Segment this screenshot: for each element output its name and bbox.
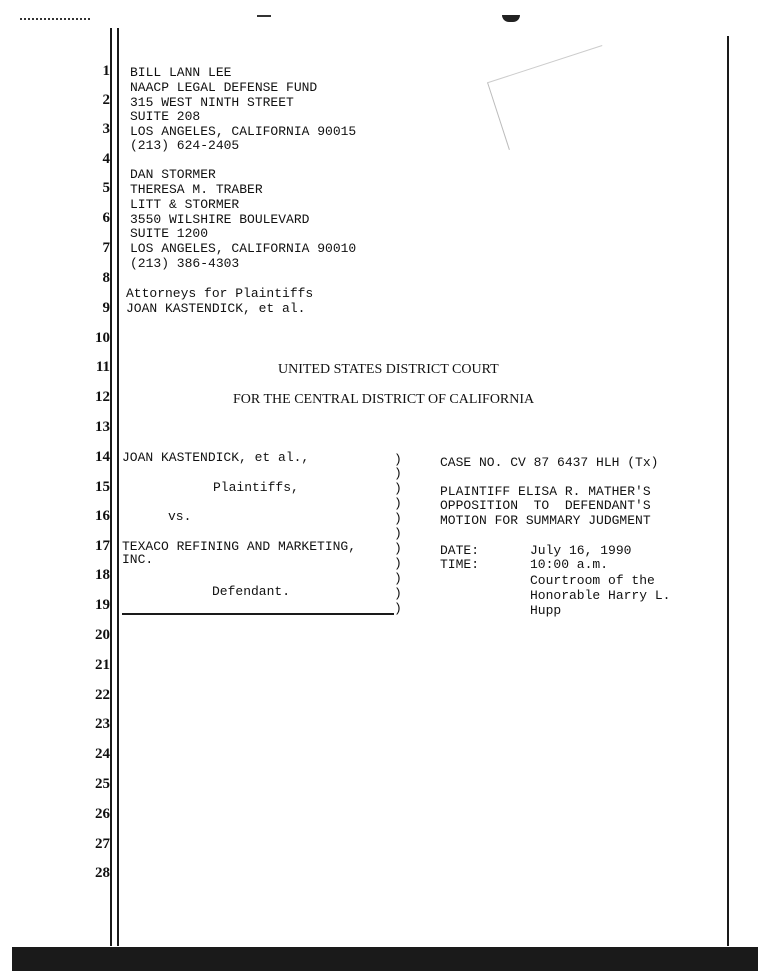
hearing-location: Courtroom of the <box>530 573 655 588</box>
caption-paren: ) <box>394 466 402 481</box>
line-number: 24 <box>95 746 110 762</box>
time-label: TIME: <box>440 557 480 572</box>
attorney-line: THERESA M. TRABER <box>130 182 263 197</box>
defendant-name-cont: INC. <box>122 552 154 567</box>
scan-mark-top <box>257 15 271 17</box>
line-number: 19 <box>95 597 110 613</box>
received-stamp <box>487 45 624 150</box>
line-number: 4 <box>102 151 110 167</box>
attorney-line: LOS ANGELES, CALIFORNIA 90010 <box>130 241 357 256</box>
line-number: 26 <box>95 806 110 822</box>
date-value: July 16, 1990 <box>530 543 632 558</box>
court-district: FOR THE CENTRAL DISTRICT OF CALIFORNIA <box>233 392 535 407</box>
left-margin-rule-outer <box>110 28 112 946</box>
line-number: 14 <box>95 449 110 465</box>
caption-underline <box>122 613 394 615</box>
versus: vs. <box>168 509 192 524</box>
line-number: 25 <box>95 776 110 792</box>
attorney-line: SUITE 208 <box>130 109 201 124</box>
attorney-line: DAN STORMER <box>130 167 216 182</box>
line-number: 2 <box>102 92 110 108</box>
caption-paren: ) <box>394 556 402 571</box>
line-number: 8 <box>102 270 110 286</box>
court-name: UNITED STATES DISTRICT COURT <box>278 362 499 377</box>
document-title-line: PLAINTIFF ELISA R. MATHER'S <box>440 484 651 499</box>
scan-footer-bar <box>12 947 758 971</box>
line-number: 1 <box>102 63 110 79</box>
line-number: 10 <box>95 330 110 346</box>
plaintiff-role: Plaintiffs, <box>213 480 299 495</box>
scan-mark-blot <box>502 15 520 22</box>
defendant-name: TEXACO REFINING AND MARKETING, <box>122 539 357 554</box>
attorney-line: (213) 386-4303 <box>130 256 240 271</box>
line-number: 9 <box>102 300 110 316</box>
line-number: 28 <box>95 865 110 881</box>
line-number: 22 <box>95 687 110 703</box>
line-number: 12 <box>95 389 110 405</box>
line-number: 20 <box>95 627 110 643</box>
line-number: 15 <box>95 479 110 495</box>
caption-paren: ) <box>394 511 402 526</box>
line-number: 7 <box>102 240 110 256</box>
line-number: 27 <box>95 836 110 852</box>
caption-paren: ) <box>394 586 402 601</box>
line-number: 3 <box>102 121 110 137</box>
document-title-line: OPPOSITION TO DEFENDANT'S <box>440 498 651 513</box>
line-number: 17 <box>95 538 110 554</box>
document-title-line: MOTION FOR SUMMARY JUDGMENT <box>440 513 651 528</box>
attorney-line: 315 WEST NINTH STREET <box>130 95 294 110</box>
attorney-line: NAACP LEGAL DEFENSE FUND <box>130 80 318 95</box>
attorneys-for-label: Attorneys for Plaintiffs <box>126 286 314 301</box>
caption-paren: ) <box>394 526 402 541</box>
caption-paren: ) <box>394 496 402 511</box>
line-number: 6 <box>102 210 110 226</box>
attorney-line: (213) 624-2405 <box>130 138 240 153</box>
attorney-line: BILL LANN LEE <box>130 65 232 80</box>
attorney-line: LOS ANGELES, CALIFORNIA 90015 <box>130 124 357 139</box>
hearing-location: Honorable Harry L. <box>530 588 671 603</box>
line-number: 23 <box>95 716 110 732</box>
line-number: 5 <box>102 180 110 196</box>
attorney-line: 3550 WILSHIRE BOULEVARD <box>130 212 310 227</box>
scan-mark-left <box>20 18 90 23</box>
line-number: 18 <box>95 567 110 583</box>
caption-paren: ) <box>394 481 402 496</box>
time-value: 10:00 a.m. <box>530 557 609 572</box>
case-number: CASE NO. CV 87 6437 HLH (Tx) <box>440 455 659 470</box>
line-number: 13 <box>95 419 110 435</box>
attorney-line: SUITE 1200 <box>130 226 209 241</box>
caption-paren: ) <box>394 571 402 586</box>
left-margin-rule-inner <box>117 28 119 946</box>
attorneys-for-party: JOAN KASTENDICK, et al. <box>126 301 306 316</box>
line-number: 11 <box>95 359 110 375</box>
plaintiff-name: JOAN KASTENDICK, et al., <box>122 450 310 465</box>
line-number: 21 <box>95 657 110 673</box>
line-number: 16 <box>95 508 110 524</box>
caption-paren: ) <box>394 541 402 556</box>
defendant-role: Defendant. <box>212 584 291 599</box>
right-margin-rule <box>727 36 729 946</box>
date-label: DATE: <box>440 543 480 558</box>
attorney-line: LITT & STORMER <box>130 197 240 212</box>
caption-paren: ) <box>394 452 402 467</box>
caption-paren: ) <box>394 601 402 616</box>
hearing-location: Hupp <box>530 603 562 618</box>
